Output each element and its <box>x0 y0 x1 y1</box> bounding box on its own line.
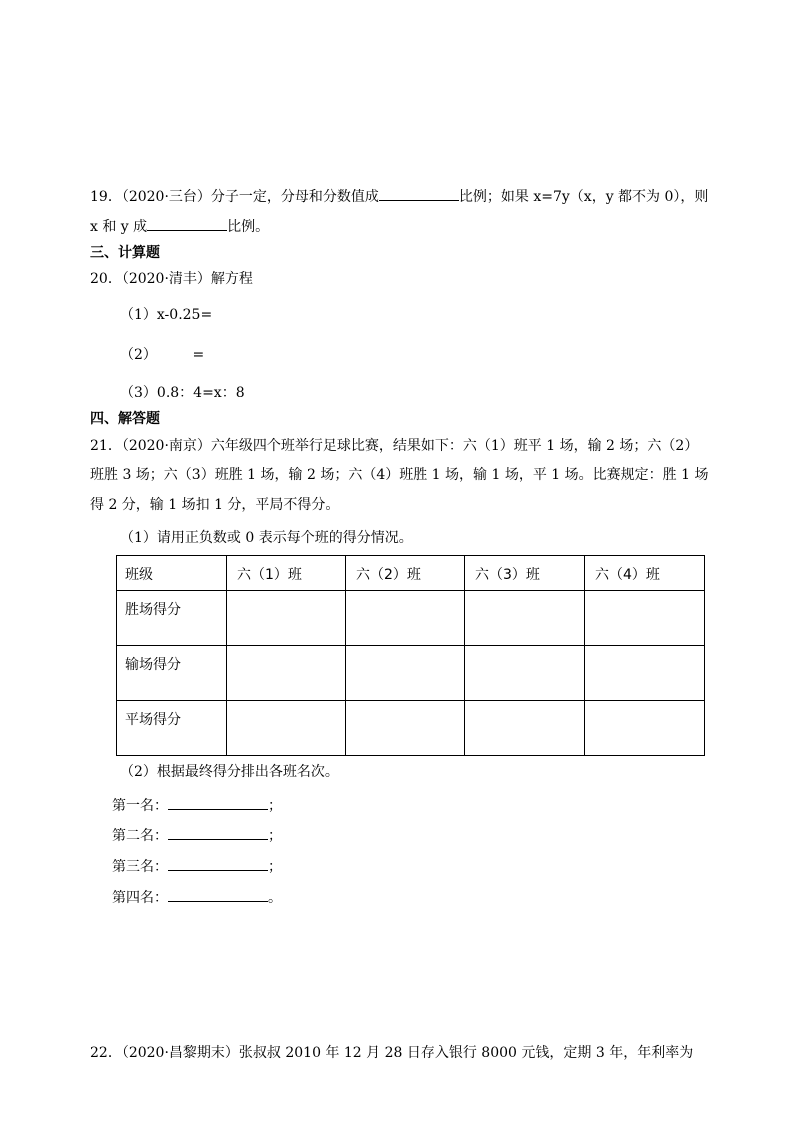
q21-line2: 班胜 3 场；六（3）班胜 1 场，输 2 场；六（4）班胜 1 场，输 1 场，平 1 场。比赛规定：胜 1 场 <box>90 467 709 483</box>
answer-cell[interactable] <box>227 591 346 646</box>
q20-stem: 20．（2020·清丰）解方程 <box>90 271 253 287</box>
q21-part2: （2）根据最终得分排出各班名次。 <box>120 764 339 780</box>
row-label: 胜场得分 <box>117 591 227 646</box>
rank-fourth <box>112 887 282 908</box>
rank-first <box>112 795 282 816</box>
table-row <box>117 591 705 646</box>
table-header-cell: 六（1）班 <box>227 556 346 591</box>
answer-blank[interactable] <box>379 186 459 201</box>
q22-line1: 22．（2020·昌黎期末）张叔叔 2010 年 12 月 28 日存入银行 8000 元钱，定期 3 年，年利率为 <box>90 1045 694 1061</box>
table-header-cell: 班级 <box>117 556 227 591</box>
answer-cell[interactable] <box>585 701 705 756</box>
answer-cell[interactable] <box>227 701 346 756</box>
table-header-cell: 六（2）班 <box>346 556 465 591</box>
rank-label: 第三名： <box>112 859 168 875</box>
answer-cell[interactable] <box>585 591 705 646</box>
answer-cell[interactable] <box>585 646 705 701</box>
table-header-row <box>117 556 705 591</box>
rank-third <box>112 856 282 877</box>
rank-label: 第四名： <box>112 890 168 906</box>
rank-end: ； <box>268 828 282 844</box>
table-row <box>117 701 705 756</box>
q21-part1: （1）请用正负数或 0 表示每个班的得分情况。 <box>120 530 413 546</box>
answer-cell[interactable] <box>346 646 465 701</box>
q19-text-a: 19．（2020·三台）分子一定，分母和分数值成 <box>90 189 379 205</box>
rank-label: 第一名： <box>112 798 168 814</box>
answer-blank[interactable] <box>168 856 268 871</box>
rank-end: ； <box>268 798 282 814</box>
answer-cell[interactable] <box>227 646 346 701</box>
rank-second <box>112 825 282 846</box>
q19-line1 <box>90 186 708 207</box>
q20-part2: （2） = <box>120 347 205 363</box>
answer-cell[interactable] <box>465 646 585 701</box>
q19-text-c: x 和 y 成 <box>90 219 148 235</box>
answer-cell[interactable] <box>465 701 585 756</box>
q19-line2 <box>90 216 269 237</box>
answer-blank[interactable] <box>147 216 227 231</box>
section-heading-answers: 四、解答题 <box>90 411 160 427</box>
q19-text-d: 比例。 <box>227 219 270 235</box>
table-row <box>117 646 705 701</box>
section-heading-calculation: 三、计算题 <box>90 245 160 261</box>
q21-line1: 21．（2020·南京）六年级四个班举行足球比赛，结果如下：六（1）班平 1 场，输 2 场；六（2） <box>90 438 699 454</box>
row-label: 平场得分 <box>117 701 227 756</box>
answer-blank[interactable] <box>168 825 268 840</box>
answer-blank[interactable] <box>168 887 268 902</box>
table-header-cell: 六（4）班 <box>585 556 705 591</box>
q20-part3: （3）0.8：4=x：8 <box>120 385 245 401</box>
q19-text-b: 比例；如果 x=7y（x，y 都不为 0），则 <box>458 189 709 205</box>
rank-end: ； <box>268 859 282 875</box>
answer-cell[interactable] <box>465 591 585 646</box>
q21-line3: 得 2 分，输 1 场扣 1 分，平局不得分。 <box>90 497 340 513</box>
rank-label: 第二名： <box>112 828 168 844</box>
rank-end: 。 <box>268 890 282 906</box>
table-header-cell: 六（3）班 <box>465 556 585 591</box>
answer-cell[interactable] <box>346 591 465 646</box>
score-table <box>116 555 705 756</box>
answer-blank[interactable] <box>168 795 268 810</box>
q20-part1: （1）x-0.25= <box>120 307 213 323</box>
row-label: 输场得分 <box>117 646 227 701</box>
answer-cell[interactable] <box>346 701 465 756</box>
